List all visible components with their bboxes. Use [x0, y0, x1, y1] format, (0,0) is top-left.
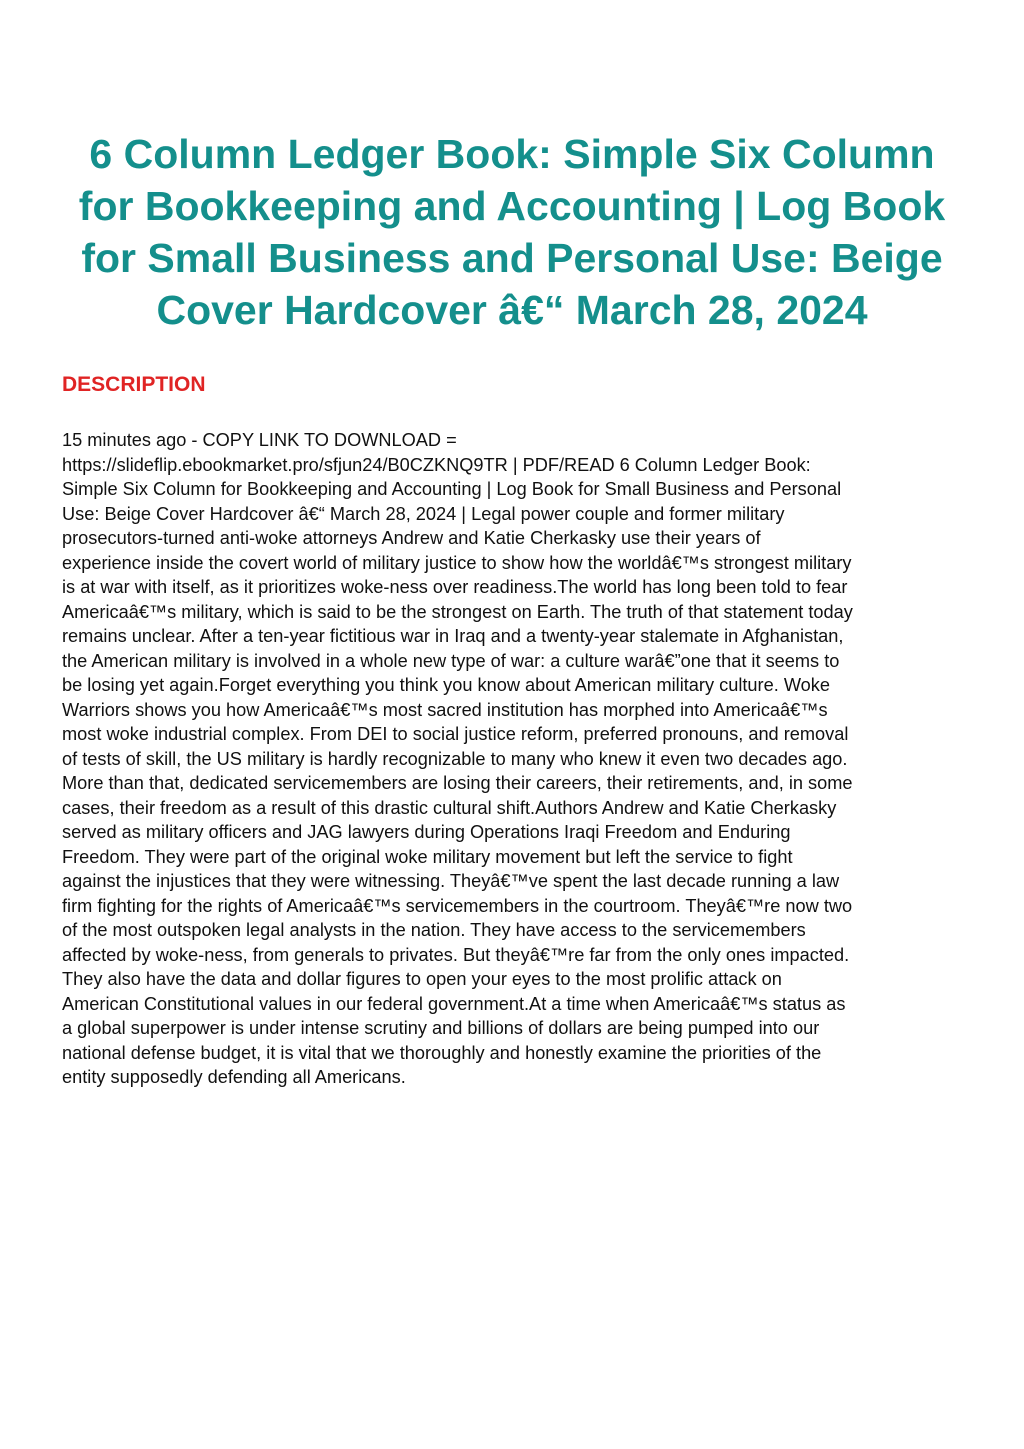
document-title: 6 Column Ledger Book: Simple Six Column for Bookkeeping and Accounting | Log Book for Small Business and Personal Use: Beige Cover Hardcover â€“ March 28, 2024 [78, 131, 946, 333]
description-heading: DESCRIPTION [62, 373, 206, 396]
description-body: 15 minutes ago - COPY LINK TO DOWNLOAD = https://slideflip.ebookmarket.pro/sfjun24/B0CZKNQ9TR | PDF/READ 6 Column Ledger Book: Simple Six Column for Bookkeeping and Accounting | Log Book for Small Business and Personal Use: Beige Cover Hardcover â€“ March 28, 2024 | Legal power couple and former military prosecutors-turned anti-woke attorneys Andrew and Katie Cherkasky use their years of experience inside the covert world of military justice to show how the worldâ€™s strongest military is at war with itself, as it prioritizes woke-ness over readiness.The world has long been told to fear Americaâ€™s military, which is said to be the strongest on Earth. The truth of that statement today remains unclear. After a ten-year fictitious war in Iraq and a twenty-year stalemate in Afghanistan, the American military is involved in a whole new type of war: a culture warâ€”one that it seems to be losing yet again.Forget everything you think you know about American military culture. Woke Warriors shows you how Americaâ€™s most sacred institution has morphed into Americaâ€™s most woke industrial complex. From DEI to social justice reform, preferred pronouns, and removal of tests of skill, the US military is hardly recognizable to many who knew it even two decades ago. More than that, dedicated servicemembers are losing their careers, their retirements, and, in some cases, their freedom as a result of this drastic cultural shift.Authors Andrew and Katie Cherkasky served as military officers and JAG lawyers during Operations Iraqi Freedom and Enduring Freedom. They were part of the original woke military movement but left the service to fight against the injustices that they were witnessing. Theyâ€™ve spent the last decade running a law firm fighting for the rights of Americaâ€™s servicemembers in the courtroom. Theyâ€™re now two of the most outspoken legal analysts in the nation. They have access to the servicemembers affected by woke-ness, from generals to privates. But theyâ€™re far from the only ones impacted. They also have the data and dollar figures to open your eyes to the most prolific attack on American Constitutional values in our federal government.At a time when Americaâ€™s status as a global superpower is under intense scrutiny and billions of dollars are being pumped into our national defense budget, it is vital that we thoroughly and honestly examine the priorities of the entity supposedly defending all Americans. [62, 430, 853, 1087]
